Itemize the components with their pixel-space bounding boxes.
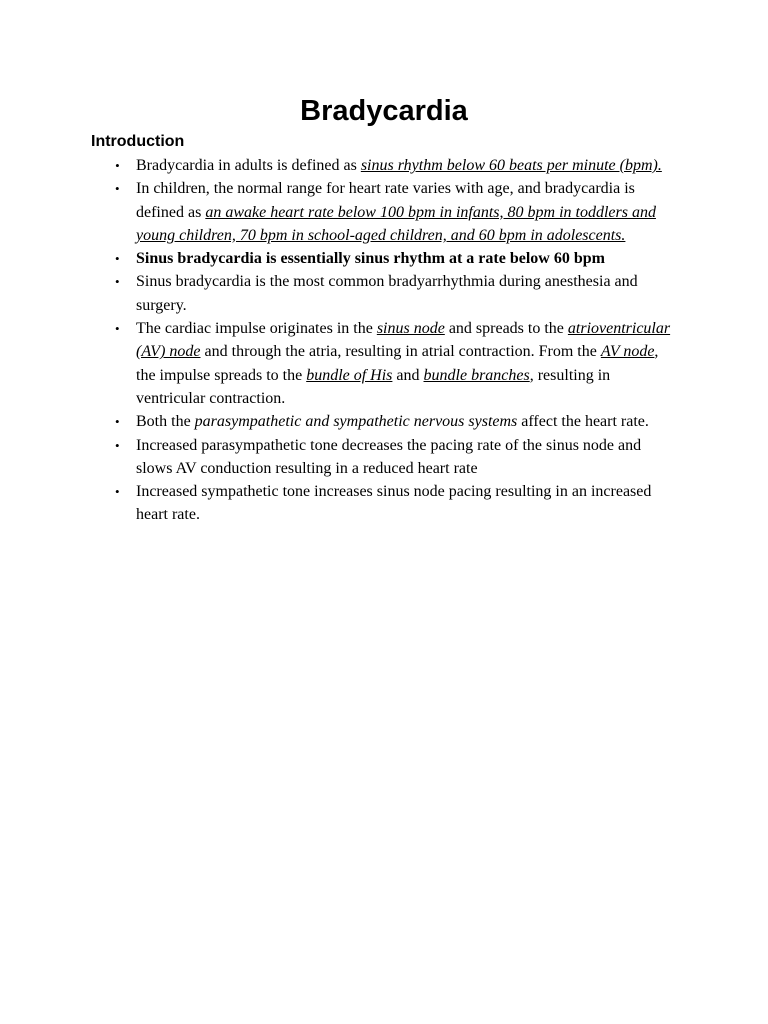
list-item xyxy=(112,247,672,270)
bullet-marker: • xyxy=(115,414,120,430)
bullet-marker: • xyxy=(115,158,120,173)
bullet-marker: • xyxy=(115,181,120,197)
bullet-text-segment: and xyxy=(392,366,424,384)
list-item xyxy=(112,410,672,433)
page-title: Bradycardia xyxy=(300,95,468,127)
bullet-text-segment: , resulting in ventricular contraction. xyxy=(136,366,611,407)
bullet-marker: • xyxy=(115,484,120,500)
bullet-marker: • xyxy=(115,321,120,337)
bullet-marker: • xyxy=(115,437,120,453)
bullet-text-segment: , the impulse spreads to the xyxy=(136,343,659,384)
bullet-text-segment: sinus rhythm below 60 beats per minute (bpm). xyxy=(360,157,662,174)
bullet-marker: • xyxy=(115,251,120,267)
bullet-text-segment: Sinus bradycardia is the most common bradyarrhythmia during anesthesia and surgery. xyxy=(136,273,638,314)
bullet-text-segment: Sinus bradycardia is essentially sinus rhythm at a rate below 60 bpm xyxy=(136,250,605,268)
bullet-marker: • xyxy=(115,274,120,290)
list-item xyxy=(112,317,672,410)
bullet-text-segment: affect the heart rate. xyxy=(517,413,649,431)
bullet-text-segment: sinus node xyxy=(376,320,445,338)
bullet-text-segment: atrioventricular (AV) node xyxy=(136,320,671,361)
introduction-bullet-list xyxy=(112,154,672,527)
bullet-text-segment: The cardiac impulse originates in the xyxy=(136,320,377,338)
bullet-text-segment: AV node xyxy=(600,343,655,361)
bullet-text-segment: parasympathetic and sympathetic nervous systems xyxy=(194,413,518,431)
list-item xyxy=(112,177,672,247)
bullet-text-segment: bundle of His xyxy=(306,366,393,384)
bullet-text-segment: Increased sympathetic tone increases sinus node pacing resulting in an increased heart rate. xyxy=(136,483,652,524)
bullet-text-segment: Increased parasympathetic tone decreases the pacing rate of the sinus node and slows AV conduction resulting in a reduced heart rate xyxy=(136,436,642,477)
list-item xyxy=(112,270,672,317)
bullet-text-segment: and through the atria, resulting in atrial contraction. From the xyxy=(200,343,601,361)
bullet-text-segment: In children, the normal range for heart rate varies with age, and bradycardia is defined as xyxy=(136,180,635,221)
section-heading-introduction: Introduction xyxy=(91,133,185,150)
list-item xyxy=(112,480,672,527)
bullet-text-segment: an awake heart rate below 100 bpm in infants, 80 bpm in toddlers and young children, 70 bpm in school-aged children, and 60 bpm in adolescents. xyxy=(136,203,656,244)
list-item xyxy=(112,154,672,177)
bullet-text-segment: Both the xyxy=(136,413,195,431)
list-item xyxy=(112,434,672,481)
bullet-text-segment: bundle branches xyxy=(423,366,530,384)
bullet-text-segment: and spreads to the xyxy=(444,320,568,338)
bullet-text-segment: Bradycardia in adults is defined as xyxy=(136,157,361,174)
